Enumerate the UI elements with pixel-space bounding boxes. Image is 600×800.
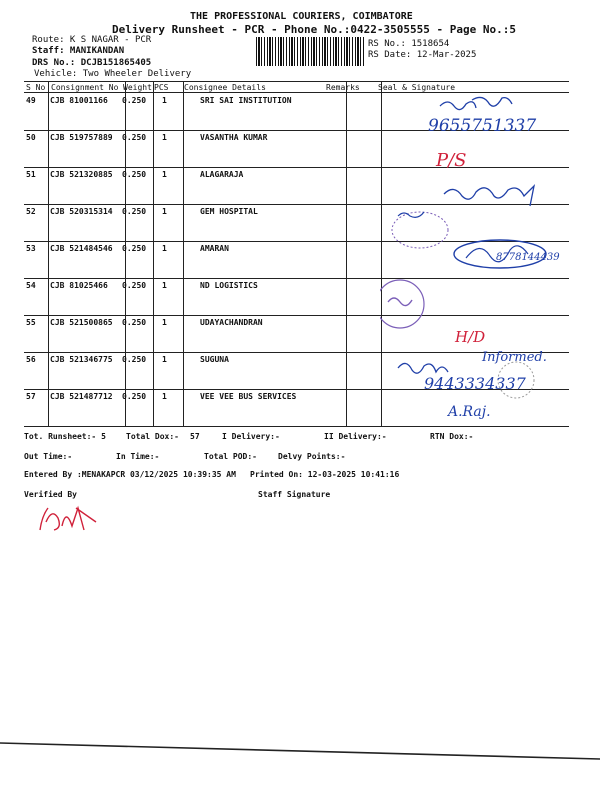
staff-signature-label: Staff Signature [258, 490, 331, 499]
delvy-points-label: Delvy Points:- [278, 452, 346, 461]
barcode-image [256, 37, 364, 66]
handwritten-note: A.Raj. [448, 404, 491, 420]
row-consignment: CJB 519757889 [50, 133, 113, 142]
row-weight: 0.250 [122, 96, 147, 105]
rtn-dox-label: RTN Dox:- [430, 432, 474, 441]
row-weight: 0.250 [122, 392, 147, 401]
handwritten-note: Informed. [482, 350, 547, 365]
row-weight: 0.250 [122, 170, 147, 179]
col-header-seal: Seal & Signature [378, 83, 456, 92]
company-name: THE PROFESSIONAL COURIERS, COIMBATORE [190, 11, 413, 22]
rs-date: RS Date: 12-Mar-2025 [368, 50, 477, 60]
staff-label: Staff: MANIKANDAN [32, 46, 125, 56]
row-consignment: CJB 520315314 [50, 207, 113, 216]
signature-scribble [398, 363, 448, 373]
row-weight: 0.250 [122, 281, 147, 290]
col-header-consignment: Consignment No [51, 83, 119, 92]
total-runsheet: Tot. Runsheet:- 5 [24, 432, 106, 441]
table-top-border [24, 81, 569, 82]
total-dox-value: 57 [190, 432, 200, 441]
col-header-remarks: Remarks [326, 83, 360, 92]
vehicle-label: Vehicle: Two Wheeler Delivery [34, 69, 192, 79]
row-pcs: 1 [162, 244, 167, 253]
scan-edge-line [0, 735, 600, 765]
row-pcs: 1 [162, 281, 167, 290]
row-sno: 56 [26, 355, 36, 364]
row-consignee: SRI SAI INSTITUTION [200, 96, 292, 105]
row-consignment: CJB 521346775 [50, 355, 113, 364]
row-pcs: 1 [162, 133, 167, 142]
row-weight: 0.250 [122, 207, 147, 216]
seal-stamp [392, 212, 448, 248]
row-consignment: CJB 81025466 [50, 281, 108, 290]
row-sno: 57 [26, 392, 36, 401]
out-time-label: Out Time:- [24, 452, 73, 461]
row-consignee: AMARAN [200, 244, 229, 253]
row-consignment: CJB 81001166 [50, 96, 108, 105]
route-label: Route: K S NAGAR - PCR [32, 35, 152, 45]
row-sno: 49 [26, 96, 36, 105]
col-header-weight: Weight [123, 83, 152, 92]
row-sno: 55 [26, 318, 36, 327]
row-consignee: VASANTHA KUMAR [200, 133, 268, 142]
handwritten-note: H/D [455, 328, 486, 346]
row-weight: 0.250 [122, 133, 147, 142]
row-sno: 51 [26, 170, 36, 179]
total-dox-label: Total Dox:- [126, 432, 179, 441]
row-sno: 52 [26, 207, 36, 216]
row-consignment: CJB 521487712 [50, 392, 113, 401]
row-pcs: 1 [162, 207, 167, 216]
col-divider [346, 81, 347, 426]
row-pcs: 1 [162, 170, 167, 179]
rs-number: RS No.: 1518654 [368, 39, 450, 49]
row-consignee: SUGUNA [200, 355, 229, 364]
in-time-label: In Time:- [116, 452, 160, 461]
entered-by: Entered By :MENAKAPCR 03/12/2025 10:39:35 AM [24, 470, 236, 479]
handwritten-note: P/S [436, 150, 467, 171]
row-consignment: CJB 521320885 [50, 170, 113, 179]
col-divider [183, 81, 184, 426]
verified-by-label: Verified By [24, 490, 77, 499]
row-pcs: 1 [162, 392, 167, 401]
row-weight: 0.250 [122, 318, 147, 327]
signature-scribble [388, 298, 412, 306]
row-sno: 50 [26, 133, 36, 142]
row-consignee: GEM HOSPITAL [200, 207, 258, 216]
col-divider [153, 81, 154, 426]
drs-number: DRS No.: DCJB151865405 [32, 58, 152, 68]
handwritten-phone: 8778144439 [496, 252, 560, 263]
row-consignment: CJB 521484546 [50, 244, 113, 253]
col-header-consignee: Consignee Details [184, 83, 266, 92]
runsheet-title: Delivery Runsheet - PCR - Phone No.:0422-3505555 - Page No.:5 [112, 23, 516, 36]
col-header-sno: S No [26, 83, 46, 92]
total-pod-label: Total POD:- [204, 452, 257, 461]
row-consignment: CJB 521500865 [50, 318, 113, 327]
row-pcs: 1 [162, 355, 167, 364]
row-sno: 54 [26, 281, 36, 290]
row-weight: 0.250 [122, 244, 147, 253]
signature-scribble [444, 186, 534, 206]
row-pcs: 1 [162, 96, 167, 105]
row-consignee: UDAYACHANDRAN [200, 318, 263, 327]
handwritten-phone: 9443334337 [424, 374, 526, 393]
printed-on: Printed On: 12-03-2025 10:41:16 [250, 470, 400, 479]
col-divider [48, 81, 49, 426]
row-sno: 53 [26, 244, 36, 253]
handwritten-phone: 9655751337 [428, 116, 537, 136]
col-header-pcs: PCS [154, 83, 169, 92]
row-weight: 0.250 [122, 355, 147, 364]
row-consignee: ALAGARAJA [200, 170, 244, 179]
row-consignee: ND LOGISTICS [200, 281, 258, 290]
row-consignee: VEE VEE BUS SERVICES [200, 392, 297, 401]
row-pcs: 1 [162, 318, 167, 327]
verifier-initials [34, 500, 98, 536]
signature-scribble [440, 97, 512, 109]
i-delivery-label: I Delivery:- [222, 432, 280, 441]
ii-delivery-label: II Delivery:- [324, 432, 387, 441]
